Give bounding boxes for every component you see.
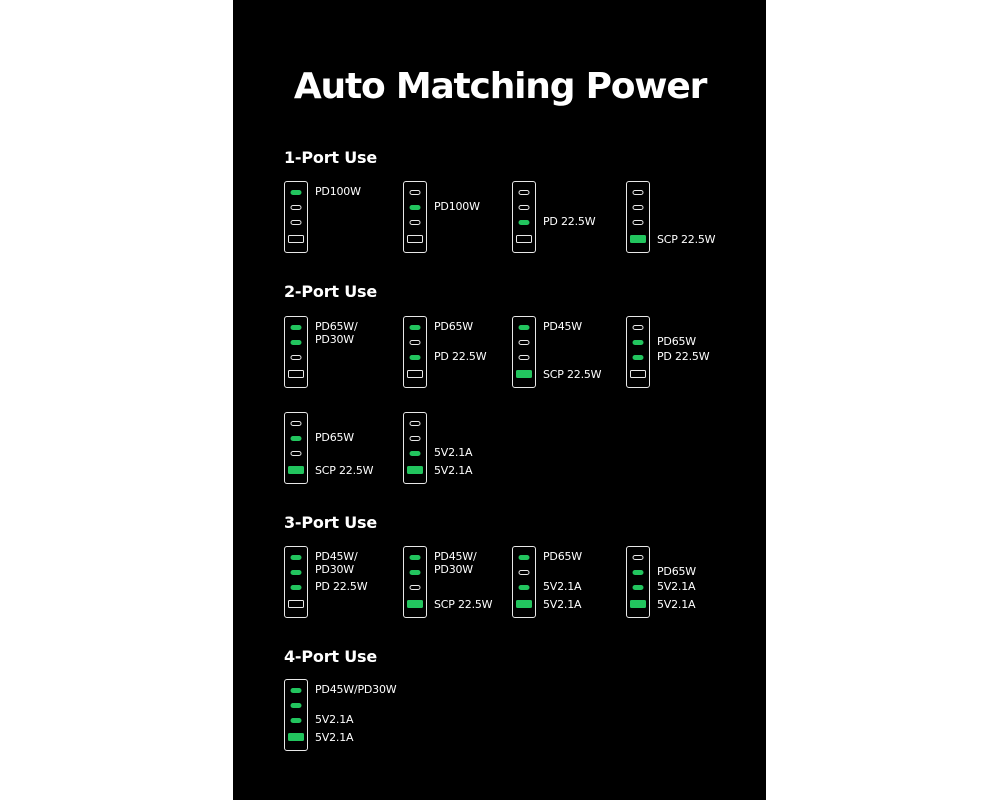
- usb-c-port-icon: [291, 205, 302, 210]
- charger-diagram: [403, 546, 427, 618]
- usb-a-port-icon: [288, 733, 304, 741]
- charger-diagram: [284, 181, 308, 253]
- usb-c-port-icon: [519, 570, 530, 575]
- port-output-label: PD65W/: [315, 320, 358, 333]
- usb-c-port-icon: [410, 585, 421, 590]
- usb-c-port-icon: [519, 325, 530, 330]
- usb-a-port-icon: [516, 235, 532, 243]
- usb-c-port-icon: [291, 718, 302, 723]
- port-output-label: 5V2.1A: [657, 598, 696, 611]
- port-output-label: SCP 22.5W: [315, 464, 374, 477]
- usb-c-port-icon: [291, 688, 302, 693]
- port-output-label: 5V2.1A: [434, 464, 473, 477]
- port-output-label: PD65W: [434, 320, 473, 333]
- usb-c-port-icon: [291, 421, 302, 426]
- port-output-label: PD65W: [543, 550, 582, 563]
- usb-c-port-icon: [519, 340, 530, 345]
- usb-c-port-icon: [291, 220, 302, 225]
- charger-diagram: [403, 181, 427, 253]
- port-output-label: 5V2.1A: [315, 731, 354, 744]
- usb-a-port-icon: [288, 235, 304, 243]
- usb-c-port-icon: [410, 190, 421, 195]
- usb-c-port-icon: [410, 570, 421, 575]
- usb-c-port-icon: [291, 451, 302, 456]
- usb-c-port-icon: [633, 190, 644, 195]
- charger-diagram: [403, 412, 427, 484]
- usb-c-port-icon: [519, 205, 530, 210]
- usb-c-port-icon: [633, 585, 644, 590]
- usb-c-port-icon: [410, 555, 421, 560]
- usb-a-port-icon: [407, 600, 423, 608]
- usb-a-port-icon: [407, 235, 423, 243]
- charger-diagram: [403, 316, 427, 388]
- charger-diagram: [626, 546, 650, 618]
- charger-diagram: [284, 412, 308, 484]
- port-output-label: 5V2.1A: [434, 446, 473, 459]
- info-panel: [233, 0, 766, 800]
- port-output-label: PD 22.5W: [315, 580, 368, 593]
- port-output-label: SCP 22.5W: [434, 598, 493, 611]
- port-output-label: 5V2.1A: [315, 713, 354, 726]
- usb-c-port-icon: [291, 190, 302, 195]
- port-output-label: SCP 22.5W: [543, 368, 602, 381]
- usb-c-port-icon: [633, 355, 644, 360]
- usb-a-port-icon: [630, 235, 646, 243]
- usb-c-port-icon: [410, 451, 421, 456]
- port-output-label: PD30W: [315, 333, 354, 346]
- charger-diagram: [512, 316, 536, 388]
- charger-diagram: [512, 181, 536, 253]
- usb-c-port-icon: [519, 355, 530, 360]
- port-output-label: PD65W: [657, 565, 696, 578]
- usb-c-port-icon: [519, 585, 530, 590]
- port-output-label: PD45W/: [434, 550, 477, 563]
- port-output-label: 5V2.1A: [657, 580, 696, 593]
- usb-c-port-icon: [410, 220, 421, 225]
- usb-a-port-icon: [407, 466, 423, 474]
- usb-a-port-icon: [288, 370, 304, 378]
- usb-c-port-icon: [291, 703, 302, 708]
- charger-diagram: [626, 181, 650, 253]
- port-output-label: PD100W: [315, 185, 361, 198]
- usb-c-port-icon: [410, 340, 421, 345]
- usb-c-port-icon: [291, 555, 302, 560]
- usb-c-port-icon: [633, 340, 644, 345]
- usb-a-port-icon: [288, 600, 304, 608]
- usb-c-port-icon: [410, 325, 421, 330]
- usb-c-port-icon: [410, 421, 421, 426]
- usb-c-port-icon: [633, 325, 644, 330]
- usb-c-port-icon: [291, 570, 302, 575]
- port-output-label: PD 22.5W: [543, 215, 596, 228]
- charger-diagram: [284, 679, 308, 751]
- usb-c-port-icon: [633, 555, 644, 560]
- section-heading: 4-Port Use: [284, 647, 377, 666]
- usb-c-port-icon: [519, 190, 530, 195]
- port-output-label: 5V2.1A: [543, 598, 582, 611]
- usb-c-port-icon: [291, 340, 302, 345]
- port-output-label: PD45W/PD30W: [315, 683, 397, 696]
- charger-diagram: [284, 546, 308, 618]
- port-output-label: PD 22.5W: [657, 350, 710, 363]
- port-output-label: PD30W: [434, 563, 473, 576]
- charger-diagram: [512, 546, 536, 618]
- section-heading: 1-Port Use: [284, 148, 377, 167]
- port-output-label: PD30W: [315, 563, 354, 576]
- section-heading: 3-Port Use: [284, 513, 377, 532]
- port-output-label: PD65W: [315, 431, 354, 444]
- usb-c-port-icon: [633, 570, 644, 575]
- usb-c-port-icon: [291, 325, 302, 330]
- port-output-label: PD100W: [434, 200, 480, 213]
- port-output-label: PD65W: [657, 335, 696, 348]
- usb-a-port-icon: [516, 600, 532, 608]
- port-output-label: PD 22.5W: [434, 350, 487, 363]
- usb-c-port-icon: [519, 220, 530, 225]
- usb-c-port-icon: [410, 436, 421, 441]
- charger-diagram: [284, 316, 308, 388]
- usb-a-port-icon: [630, 370, 646, 378]
- section-heading: 2-Port Use: [284, 282, 377, 301]
- usb-c-port-icon: [633, 205, 644, 210]
- usb-a-port-icon: [288, 466, 304, 474]
- usb-c-port-icon: [291, 355, 302, 360]
- usb-c-port-icon: [633, 220, 644, 225]
- usb-a-port-icon: [630, 600, 646, 608]
- usb-c-port-icon: [410, 355, 421, 360]
- usb-a-port-icon: [407, 370, 423, 378]
- charger-diagram: [626, 316, 650, 388]
- usb-c-port-icon: [291, 585, 302, 590]
- usb-a-port-icon: [516, 370, 532, 378]
- port-output-label: 5V2.1A: [543, 580, 582, 593]
- port-output-label: PD45W/: [315, 550, 358, 563]
- port-output-label: SCP 22.5W: [657, 233, 716, 246]
- usb-c-port-icon: [410, 205, 421, 210]
- page-title: Auto Matching Power: [293, 66, 707, 107]
- port-output-label: PD45W: [543, 320, 582, 333]
- usb-c-port-icon: [519, 555, 530, 560]
- usb-c-port-icon: [291, 436, 302, 441]
